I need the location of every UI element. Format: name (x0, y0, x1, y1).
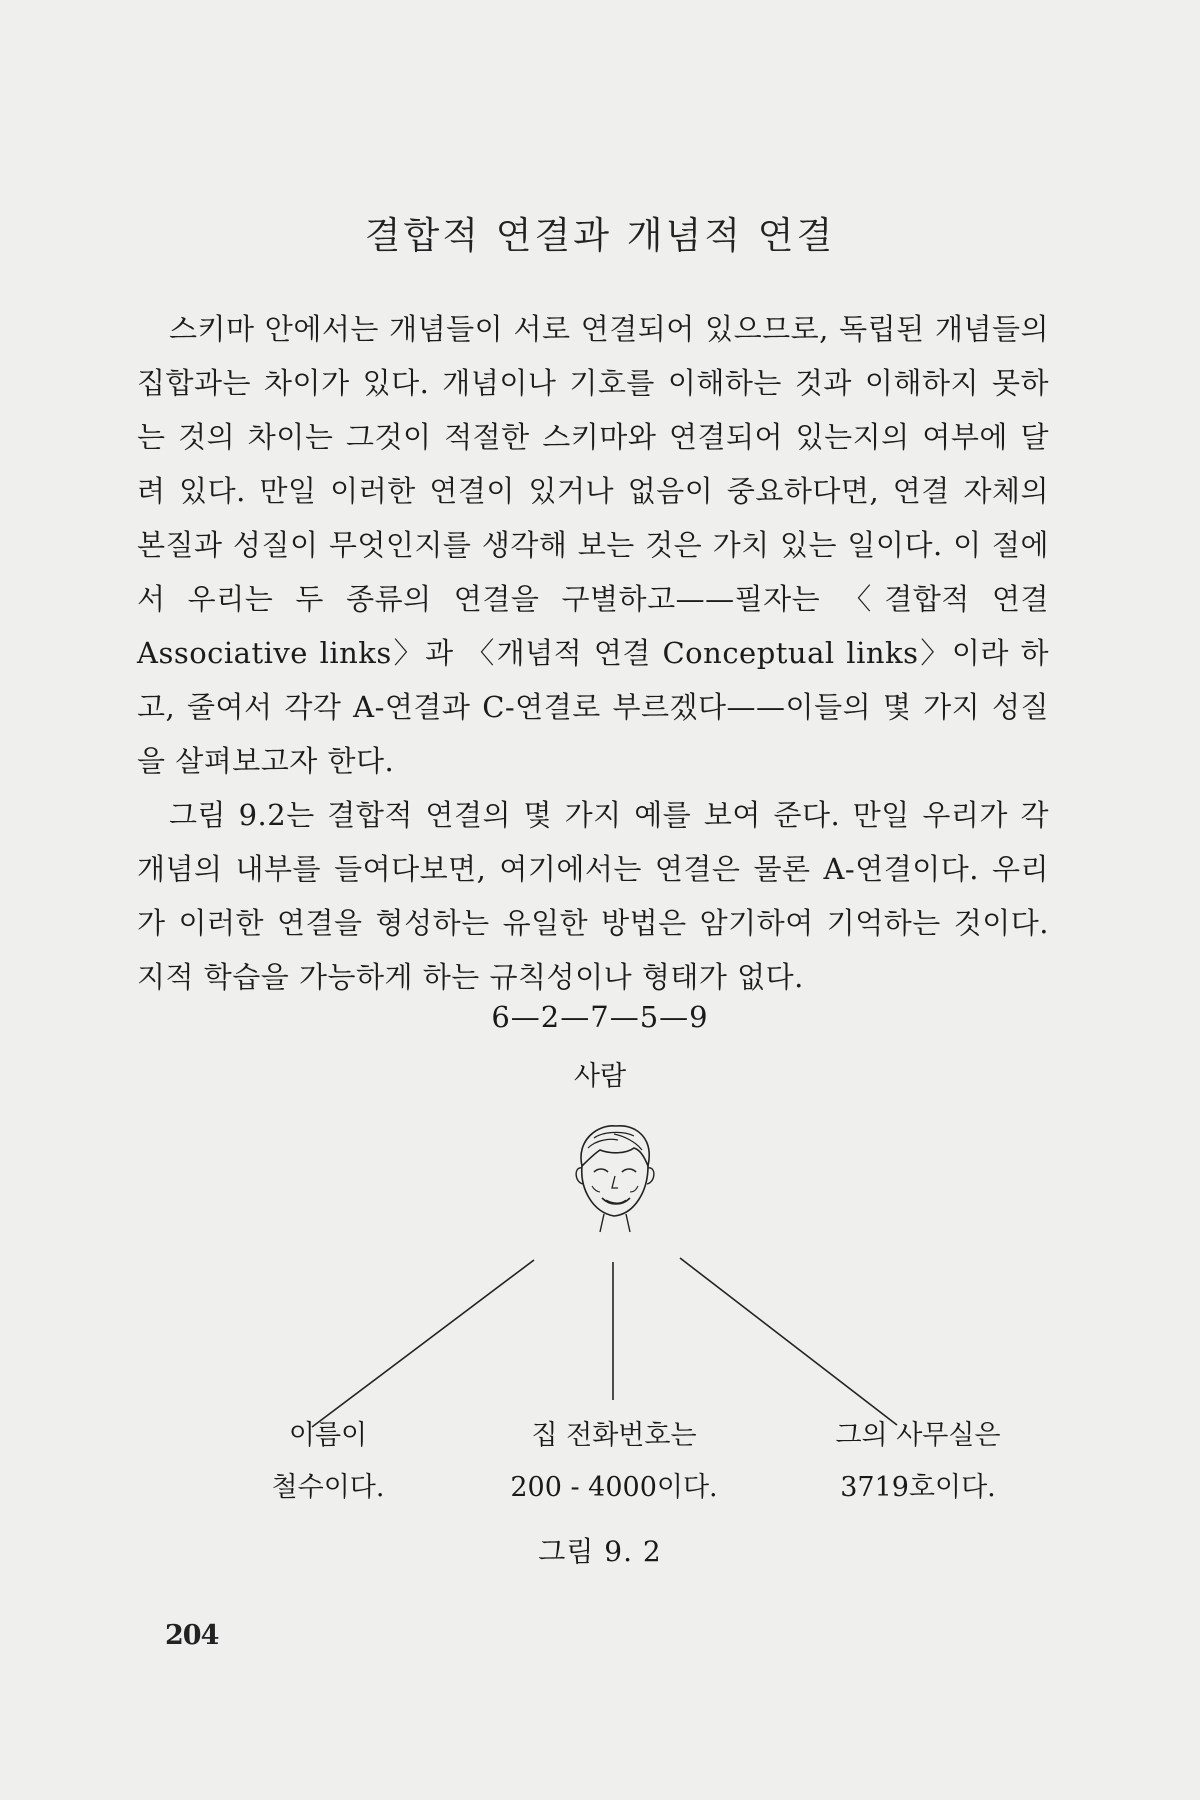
section-title: 결합적 연결과 개념적 연결 (364, 214, 836, 257)
caption-name (198, 1410, 458, 1514)
line-to-office (680, 1258, 897, 1425)
caption-office (788, 1410, 1048, 1514)
caption-name-line2: 철수이다. (271, 1472, 385, 1503)
caption-phone-line2: 200 - 4000이다. (510, 1472, 718, 1503)
paragraph-2: 그림 9.2는 결합적 연결의 몇 가지 예를 보여 준다. 만일 우리가 각 개념의 내부를 들여다보면, 여기에서는 연결은 물론 A-연결이다. 우리가 이러한 연결을 형성하는 유일한 방법은 암기하여 기억하는 것이다. 지적 학습을 가능하게 하는 규칙성이나 형태가 없다. (137, 798, 1049, 994)
caption-name-line1: 이름이 (288, 1420, 368, 1451)
person-face-icon (570, 1120, 660, 1250)
number-sequence: 6—2—7—5—9 (491, 1000, 709, 1034)
caption-office-line1: 그의 사무실은 (835, 1420, 1001, 1451)
body-text (137, 302, 1049, 1004)
line-to-name (312, 1260, 534, 1427)
page-number: 204 (165, 1620, 219, 1651)
figure-caption: 그림 9. 2 (538, 1535, 662, 1568)
caption-phone (484, 1410, 744, 1514)
caption-phone-line1: 집 전화번호는 (531, 1420, 697, 1451)
figure-9-2 (0, 1000, 1200, 1590)
caption-office-line2: 3719호이다. (840, 1472, 996, 1503)
person-label: 사람 (573, 1061, 627, 1092)
paragraph-1: 스키마 안에서는 개념들이 서로 연결되어 있으므로, 독립된 개념들의 집합과는 차이가 있다. 개념이나 기호를 이해하는 것과 이해하지 못하는 것의 차이는 그것이 적절한 스키마와 연결되어 있는지의 여부에 달려 있다. 만일 이러한 연결이 있거나 없음이 중요하다면, 연결 자체의 본질과 성질이 무엇인지를 생각해 보는 것은 가치 있는 일이다. 이 절에서 우리는 두 종류의 연결을 구별하고——필자는 〈결합적 연결 Associative links〉과 〈개념적 연결 Conceptual links〉이라 하고, 줄여서 각각 A-연결과 C-연결로 부르겠다——이들의 몇 가지 성질을 살펴보고자 한다. (137, 312, 1049, 778)
